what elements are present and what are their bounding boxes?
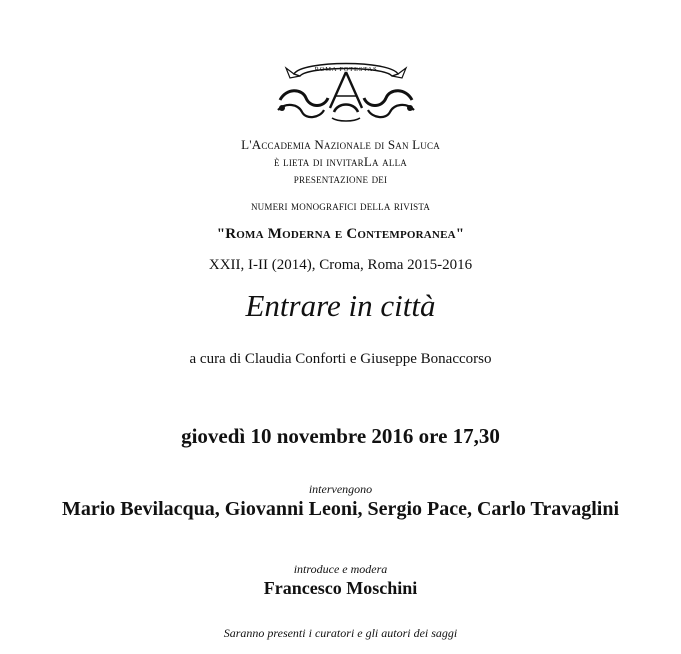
moderator-name: Francesco Moschini — [263, 578, 418, 598]
event-date: giovedì 10 novembre 2016 ore 17,30 — [181, 424, 500, 448]
footer-note: Saranno presenti i curatori e gli autori dei saggi — [223, 626, 458, 640]
journal-intro: numeri monografici della rivista — [250, 199, 431, 213]
speakers-label: intervengono — [308, 482, 373, 496]
book-editors: a cura di Claudia Conforti e Giuseppe Bonaccorso — [189, 351, 492, 367]
presentation-text: presentazione dei — [293, 171, 388, 186]
academy-name: L'Accademia Nazionale di San Luca — [241, 137, 440, 152]
accademia-emblem-icon — [272, 52, 420, 124]
logo-motto: ROMA POTESTAS — [314, 66, 378, 73]
journal-issue: XXII, I-II (2014), Croma, Roma 2015-2016 — [208, 257, 473, 273]
speakers-names: Mario Bevilacqua, Giovanni Leoni, Sergio Pace, Carlo Travaglini — [61, 498, 620, 520]
invitation-text: è lieta di invitarLa alla — [274, 154, 407, 169]
journal-title: "Roma Moderna e Contemporanea" — [216, 226, 465, 242]
book-title: Entrare in città — [245, 288, 436, 323]
moderator-label: introduce e modera — [293, 562, 388, 576]
